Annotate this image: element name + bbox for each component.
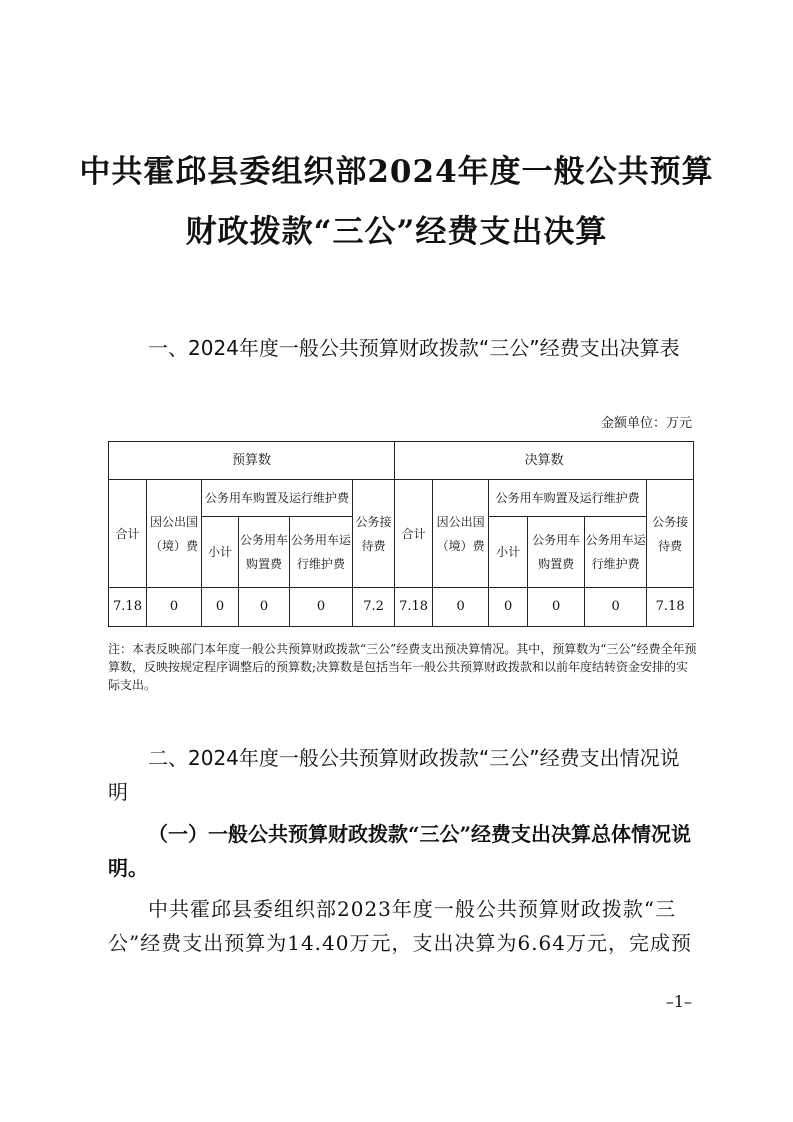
document-title-line-1: 中共霍邱县委组织部2024年度一般公共预算 bbox=[79, 154, 714, 190]
final-value-subtotal: 0 bbox=[489, 588, 528, 627]
three-public-expenses-table bbox=[108, 441, 694, 627]
budget-col-subtotal: 小计 bbox=[202, 517, 239, 588]
final-col-subtotal: 小计 bbox=[489, 517, 528, 588]
final-col-reception: 公务接待费 bbox=[647, 480, 694, 588]
budget-value-total: 7.18 bbox=[109, 588, 147, 627]
budget-col-reception: 公务接待费 bbox=[353, 480, 395, 588]
budget-value-abroad: 0 bbox=[147, 588, 202, 627]
final-col-abroad: 因公出国（境）费 bbox=[433, 480, 489, 588]
budget-value-vehicle-purchase: 0 bbox=[239, 588, 290, 627]
final-col-vehicle-operation: 公务用车运行维护费 bbox=[585, 517, 647, 588]
final-value-abroad: 0 bbox=[433, 588, 489, 627]
unit-label: 金额单位：万元 bbox=[600, 416, 692, 431]
body-paragraph: 中共霍邱县委组织部2023年度一般公共预算财政拨款“三公”经费支出预算为14.40万元，支出决算为6.64万元，完成预 bbox=[108, 897, 693, 955]
table-row bbox=[109, 588, 694, 627]
budget-col-vehicle-purchase: 公务用车购置费 bbox=[239, 517, 290, 588]
section-1-heading: 一、2024年度一般公共预算财政拨款“三公”经费支出决算表 bbox=[148, 336, 680, 360]
budget-col-total: 合计 bbox=[109, 480, 147, 588]
page-number: –1– bbox=[665, 992, 692, 1011]
budget-value-vehicle-operation: 0 bbox=[290, 588, 353, 627]
budget-col-vehicle-operation: 公务用车运行维护费 bbox=[290, 517, 353, 588]
final-header: 决算数 bbox=[395, 442, 694, 480]
final-value-reception: 7.18 bbox=[647, 588, 694, 627]
final-value-total: 7.18 bbox=[395, 588, 433, 627]
budget-col-vehicle-group: 公务用车购置及运行维护费 bbox=[202, 480, 353, 517]
final-col-vehicle-purchase: 公务用车购置费 bbox=[528, 517, 585, 588]
budget-col-abroad: 因公出国（境）费 bbox=[147, 480, 202, 588]
budget-value-subtotal: 0 bbox=[202, 588, 239, 627]
subsection-1-heading: （一）一般公共预算财政拨款“三公”经费支出决算总体情况说明。 bbox=[108, 822, 692, 880]
final-value-vehicle-operation: 0 bbox=[585, 588, 647, 627]
final-value-vehicle-purchase: 0 bbox=[528, 588, 585, 627]
table-note: 注：本表反映部门本年度一般公共预算财政拨款“三公”经费支出预决算情况。其中，预算数为“三公”经费全年预算数，反映按规定程序调整后的预算数;决算数是包括当年一般公共预算财政拨款和以前年度结转资金安排的实际支出。 bbox=[108, 642, 697, 692]
section-2-heading: 二、2024年度一般公共预算财政拨款“三公”经费支出情况说明 bbox=[108, 746, 680, 804]
budget-value-reception: 7.2 bbox=[353, 588, 395, 627]
document-title-line-2: 财政拨款“三公”经费支出决算 bbox=[185, 214, 608, 250]
final-col-vehicle-group: 公务用车购置及运行维护费 bbox=[489, 480, 647, 517]
final-col-total: 合计 bbox=[395, 480, 433, 588]
budget-header: 预算数 bbox=[109, 442, 395, 480]
